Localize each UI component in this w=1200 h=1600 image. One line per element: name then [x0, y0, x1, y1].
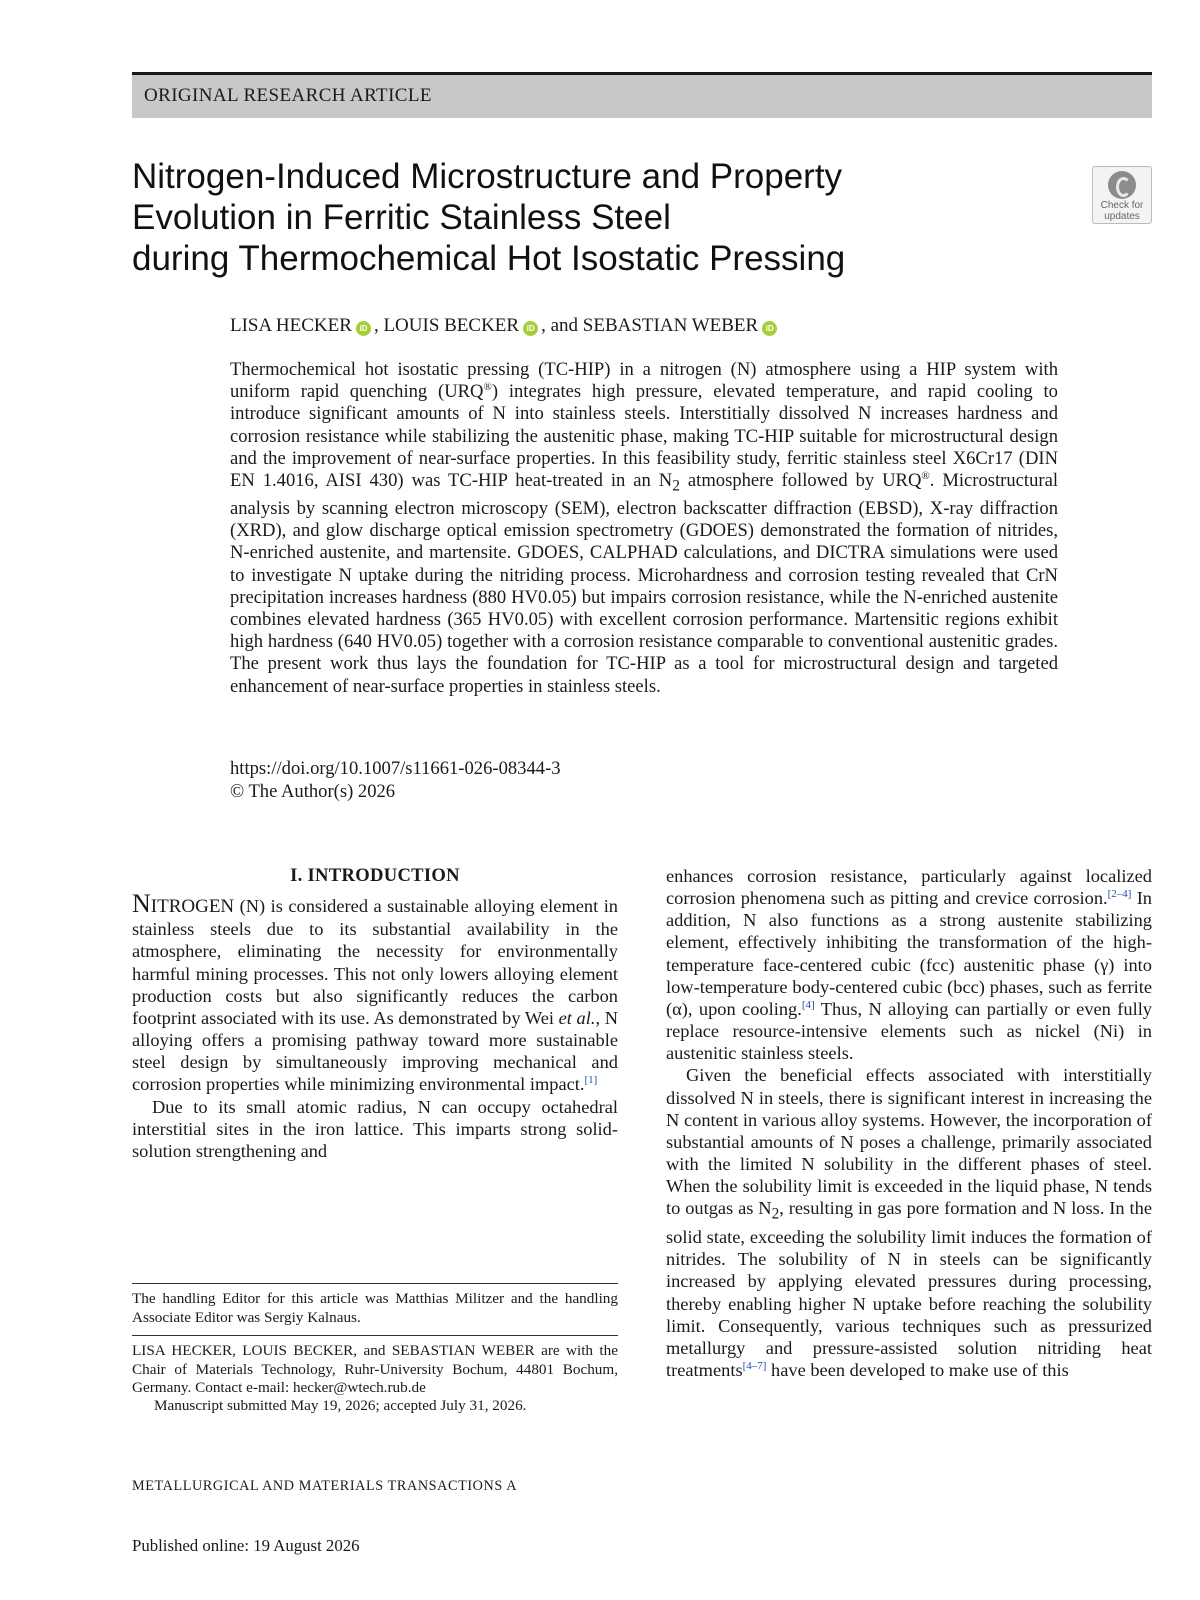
- dropcap: N: [132, 889, 151, 919]
- doi-link[interactable]: https://doi.org/10.1007/s11661-026-08344-3: [230, 758, 561, 779]
- author-separator: , and: [541, 315, 579, 336]
- subscript: 2: [672, 477, 680, 495]
- author-name[interactable]: SEBASTIAN WEBER: [582, 315, 759, 336]
- intro-paragraph-1: [132, 889, 618, 1095]
- check-updates-icon: [1108, 171, 1136, 199]
- article-type-label: ORIGINAL RESEARCH ARTICLE: [144, 85, 432, 106]
- check-updates-label: Check for updates: [1100, 200, 1144, 222]
- paragraph-text: , resulting in gas pore formation and N loss. In the solid state, exceeding the solubility limit induces the formation of nitrides. The solubility of N in steels can be significantly increased by applying elevated pressures during processing, thereby enabling higher N uptake before reaching the solubility limit. Consequently, various techniques such as pressurized metallurgy and pressure-assisted solution nitriding heat treatments: [666, 1198, 1152, 1381]
- citation-link[interactable]: [4]: [801, 998, 815, 1011]
- author-name[interactable]: LOUIS BECKER: [383, 315, 520, 336]
- title-line-2: Evolution in Ferritic Stainless Steel: [132, 198, 671, 237]
- abstract-text: . Microstructural analysis by scanning electron microscopy (SEM), electron backscatter diffraction (EBSD), X-ray diffraction (XRD), and glow discharge optical emission spectrometry (GDOES) demonstrated the formation of nitrides, N-enriched austenite, and martensite. GDOES, CALPHAD calculations, and DICTRA simulations were used to investigate N uptake during the nitriding process. Microhardness and corrosion testing revealed that CrN precipitation increases hardness (880 HV0.05) but impairs corrosion resistance, while the N-enriched austenite combines elevated hardness (365 HV0.05) with excellent corrosion performance. Martensitic regions exhibit high hardness (640 HV0.05) together with a corrosion resistance comparable to conventional austenitic grades. The present work thus lays the foundation for TC-HIP as a tool for microstructural design and targeted enhancement of near-surface properties in stainless steels.: [230, 470, 1058, 697]
- journal-name: METALLURGICAL AND MATERIALS TRANSACTIONS A: [132, 1478, 518, 1494]
- citation-link[interactable]: [2–4]: [1107, 888, 1132, 901]
- intro-paragraph-3: [666, 1064, 1152, 1381]
- paragraph-text: have been developed to make use of this: [766, 1360, 1069, 1381]
- footnote-affiliation: LISA HECKER, LOUIS BECKER, and SEBASTIAN WEBER are with the Chair of Materials Technology, Ruhr-University Bochum, 44801 Bochum, Germany. Contact e-mail: hecker@wtech.rub.de: [132, 1342, 618, 1396]
- footnote-editor: The handling Editor for this article was Matthias Militzer and the handling Associate Editor was Sergiy Kalnaus.: [132, 1290, 618, 1326]
- orcid-icon[interactable]: iD: [356, 321, 371, 336]
- paragraph-text: In addition, N also functions as a strong austenite stabilizing element, effectively inhibiting the transformation of the high-temperature face-centered cubic (fcc) austenitic phase (γ) into low-temperature body-centered cubic (bcc) phases, such as ferrite (α), upon cooling.: [666, 888, 1153, 1019]
- paragraph-text: (N) is considered a sustainable alloying element in stainless steels due to its substantial availability in the atmosphere, eliminating the necessity for environmentally harmful mining processes. This not only lowers alloying element production costs but also significantly reduces the carbon footprint associated with its use. As demonstrated by Wei: [132, 896, 618, 1028]
- citation-link[interactable]: [1]: [584, 1074, 598, 1087]
- dropcap-rest: ITROGEN: [150, 896, 235, 918]
- footnote-divider: [132, 1283, 618, 1284]
- citation-link[interactable]: [4–7]: [742, 1359, 767, 1372]
- intro-paragraph-2: Due to its small atomic radius, N can occupy octahedral interstitial sites in the iron lattice. This imparts strong solid-solution strengthening and: [132, 1096, 618, 1161]
- paragraph-text: , N alloying offers a promising pathway toward more sustainable steel design by simultaneously improving mechanical and corrosion properties while minimizing environmental impact.: [132, 1007, 618, 1095]
- right-column: [666, 865, 1152, 1381]
- section-heading-introduction: I. INTRODUCTION: [290, 865, 460, 886]
- title-line-1: Nitrogen-Induced Microstructure and Property: [132, 157, 843, 196]
- article-title: [132, 156, 992, 279]
- title-line-3: during Thermochemical Hot Isostatic Pressing: [132, 239, 846, 278]
- registered-mark: ®: [483, 381, 492, 394]
- copyright-notice: © The Author(s) 2026: [230, 781, 396, 802]
- left-column: [132, 865, 618, 1162]
- paragraph-text: Given the beneficial effects associated with interstitially dissolved N in steels, there is significant interest in increasing the N content in various alloy systems. However, the incorporation of substantial amounts of N poses a challenge, primarily associated with the limited N solubility in the different phases of steel. When the solubility limit is exceeded in the liquid phase, N tends to outgas as N: [666, 1065, 1152, 1219]
- author-separator: ,: [373, 315, 379, 336]
- registered-mark: ®: [921, 469, 930, 482]
- footnote-divider: [132, 1335, 618, 1336]
- abstract-text: ) integrates high pressure, elevated temperature, and rapid cooling to introduce significant amounts of N into stainless steels. Interstitially dissolved N increases hardness and corrosion resistance while stabilizing the austenitic phase, making TC-HIP suitable for microstructural design and the improvement of near-surface properties. In this feasibility study, ferritic stainless steel X6Cr17 (DIN EN 1.4016, AISI 430) was TC-HIP heat-treated in an N: [230, 381, 1058, 492]
- et-al: et al.: [558, 1007, 596, 1028]
- check-for-updates-badge[interactable]: [1092, 166, 1152, 224]
- footnote-manuscript-dates: Manuscript submitted May 19, 2026; accepted July 31, 2026.: [154, 1397, 527, 1414]
- author-name[interactable]: LISA HECKER: [230, 315, 352, 336]
- abstract-text: Thermochemical hot isostatic pressing (TC-HIP) in a nitrogen (N) atmosphere using a HIP system with uniform rapid quenching (URQ: [230, 359, 1058, 403]
- paragraph-text: Thus, N alloying can partially or even fully replace resource-intensive elements such as nickel (Ni) in austenitic stainless steels.: [666, 998, 1153, 1064]
- orcid-icon[interactable]: iD: [523, 321, 538, 336]
- author-list: [230, 315, 780, 337]
- abstract: [230, 359, 1058, 698]
- article-type-banner: [132, 72, 1152, 118]
- orcid-icon[interactable]: iD: [762, 321, 777, 336]
- published-date: Published online: 19 August 2026: [132, 1536, 360, 1555]
- abstract-text: atmosphere followed by URQ: [679, 470, 922, 492]
- intro-paragraph-2-continued: [666, 865, 1152, 1064]
- paragraph-text: enhances corrosion resistance, particularly against localized corrosion phenomena such as pitting and crevice corrosion.: [666, 866, 1152, 909]
- subscript: 2: [771, 1206, 780, 1224]
